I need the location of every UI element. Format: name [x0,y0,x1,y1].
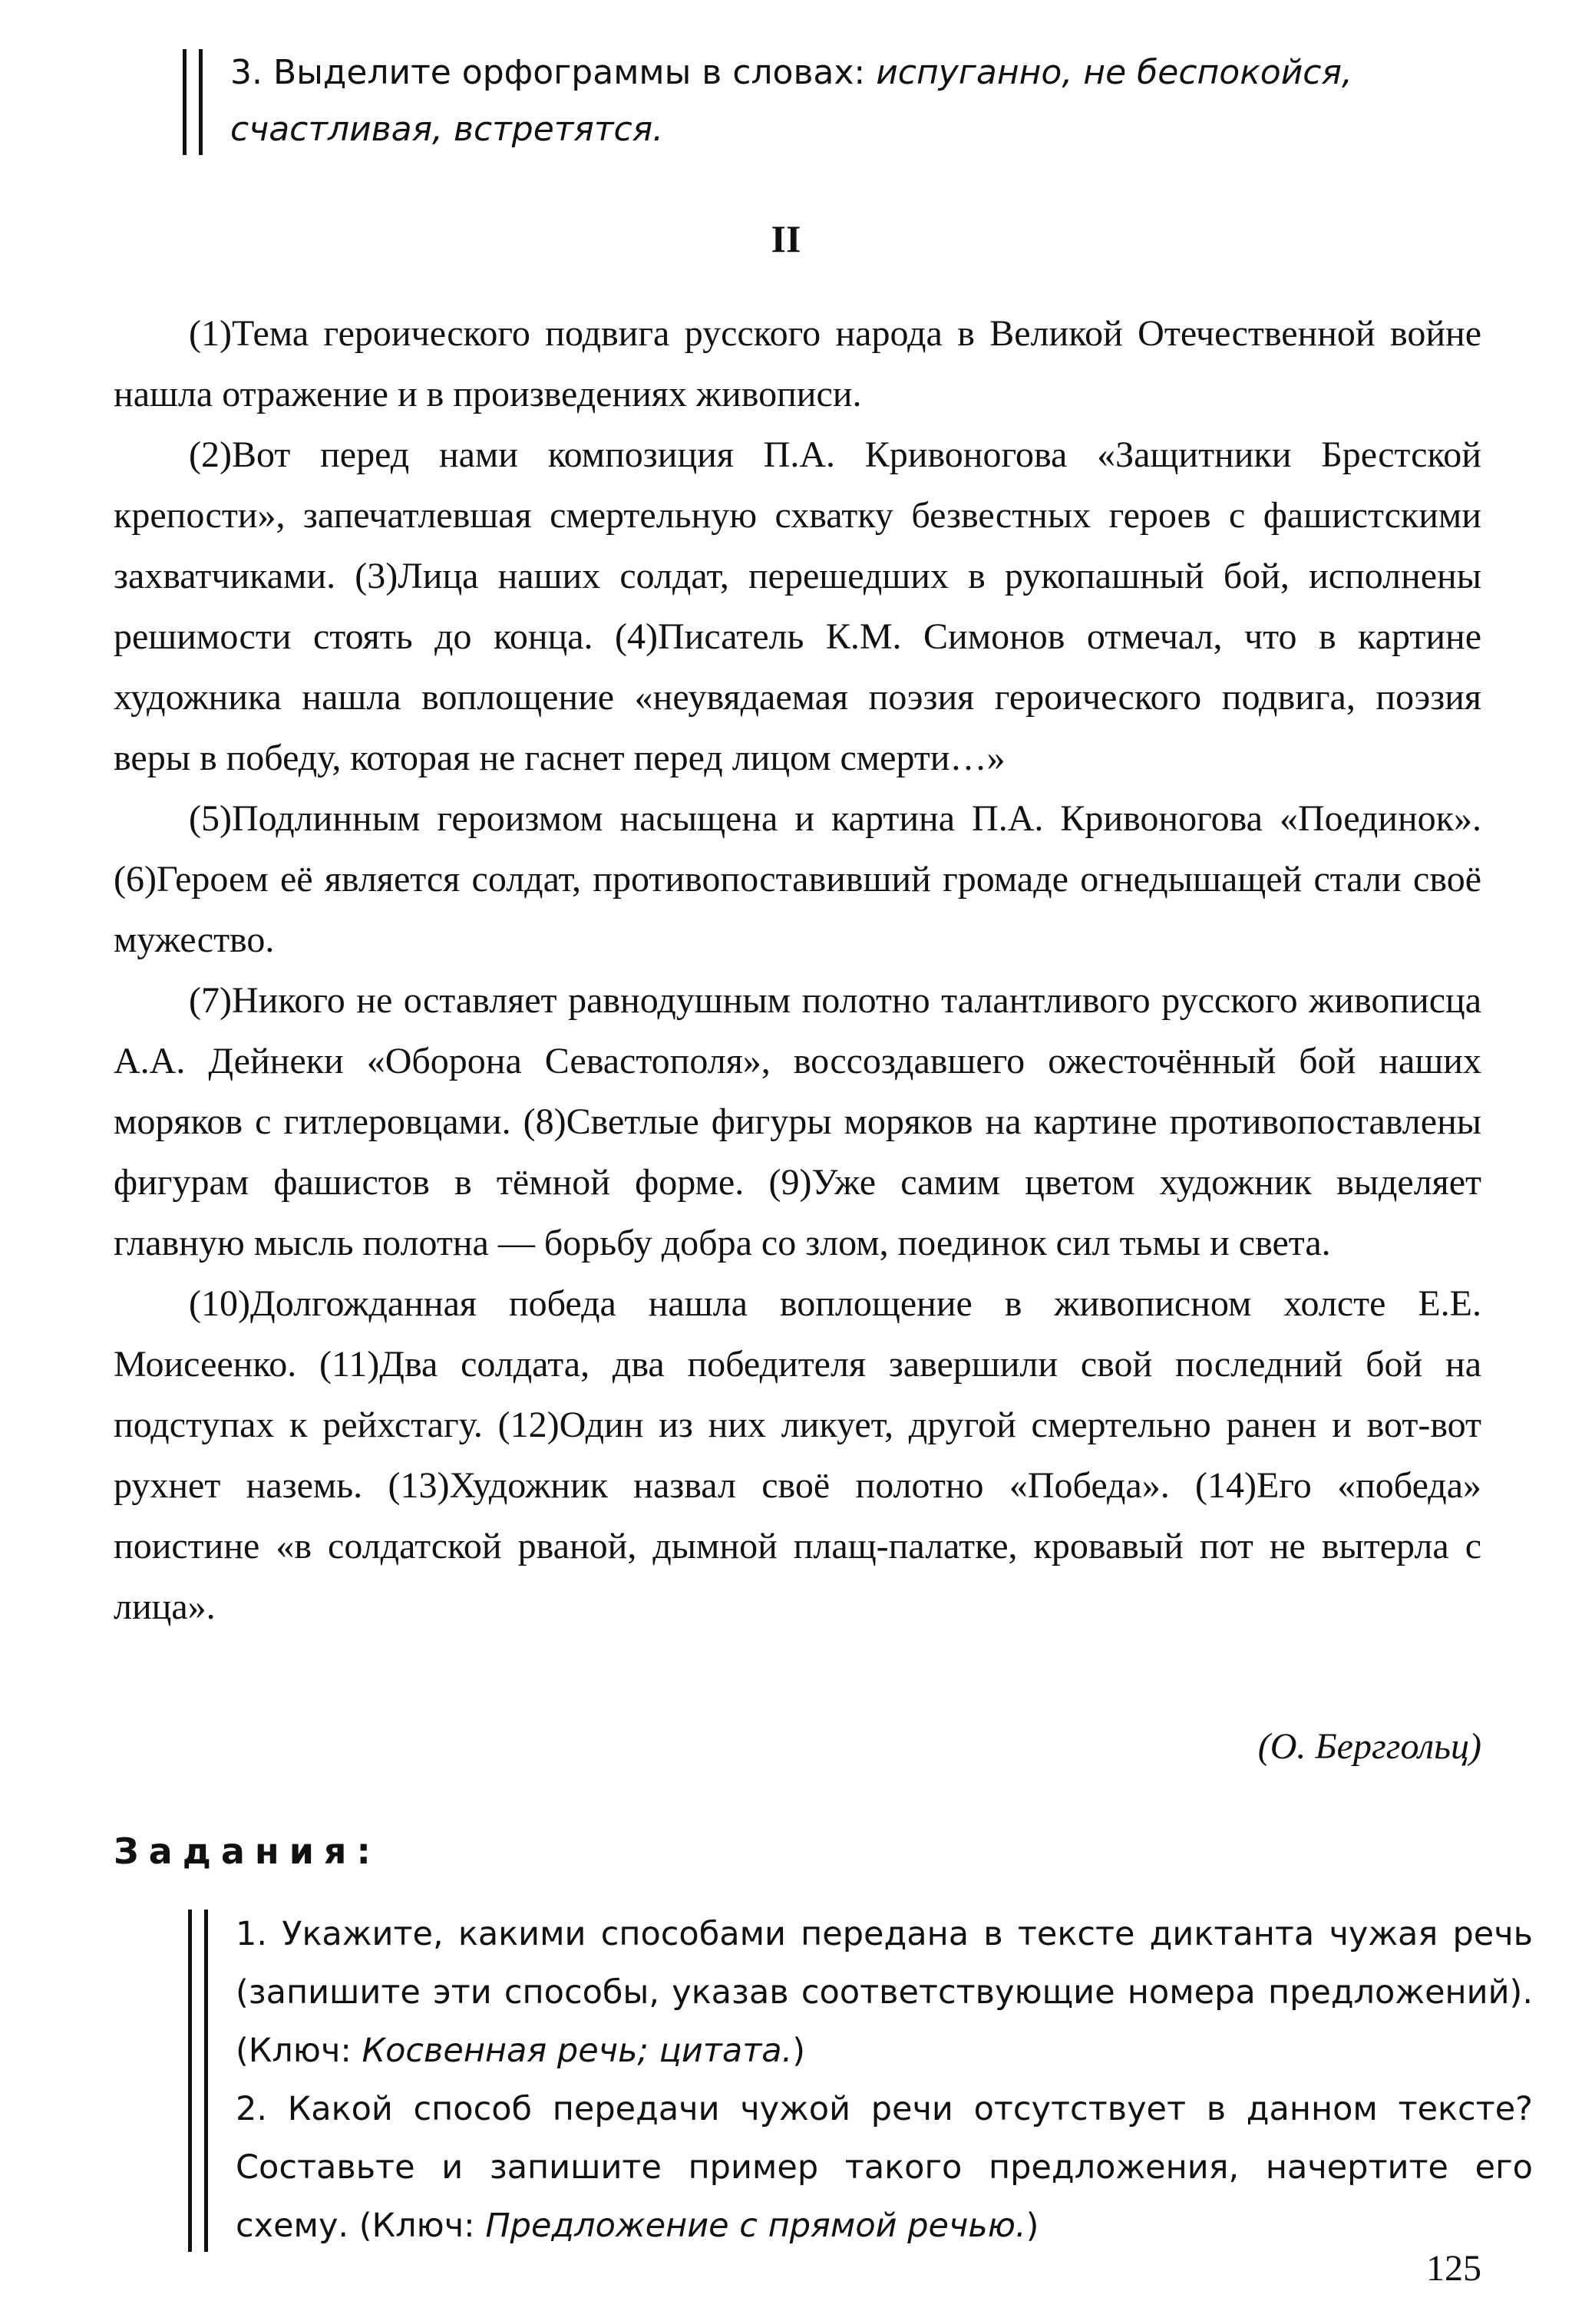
task-item [236,2080,1533,2255]
paragraph: (5)Подлинным героизмом насыщена и картина П.А. Кривоногова «Поединок». (6)Героем её является солдат, противопоставивший громаде огнедышащей стали своё мужество. [114,798,1481,960]
task-text: 1. Укажите, какими способами передана в тексте диктанта чужая речь (запишите эти способы, указав соответствующие номера предложений). (Ключ: [236,1915,1533,2070]
paragraph: (10)Долгожданная победа нашла воплощение в живописном холсте Е.Е. Моисеенко. (11)Два солдата, два победителя завершили свой последний бой на подступах к рейхстагу. (12)Один из них ликует, другой смертельно ранен и вот-вот рухнет наземь. (13)Художник назвал своё полотно «Победа». (14)Его «победа» поистине «в солдатской рваной, дымной плащ-палатке, кровавый пот не вытерла с лица». [114,1283,1481,1627]
double-bar-marker [188,1910,208,2252]
page-number: 125 [1426,2248,1481,2289]
section-heading: II [771,217,801,260]
task-key: Косвенная речь; цитата. [362,2032,793,2070]
task-3-prefix: 3. Выделите орфограммы в словах: [230,53,877,92]
paragraph: (7)Никого не оставляет равнодушным полотно талантливого русского живописца А.А. Дейнеки «Оборона Севастополя», воссоздавшего ожесточённый бой наших моряков с гитлеровцами. (8)Светлые фигуры моряков на картине противопоставлены фигурам фашистов в тёмной форме. (9)Уже самим цветом художник выделяет главную мысль полотна — борьбу добра со злом, поединок сил тьмы и света. [114,980,1481,1263]
task-close: ) [1025,2207,1039,2245]
tasks-box [188,1905,1533,2255]
double-bar-marker [183,49,203,155]
task-3-box [177,45,1551,158]
task-key: Предложение с прямой речью. [485,2207,1026,2245]
dictation-text [114,303,1481,1637]
task-text: 2. Какой способ передачи чужой речи отсутствует в данном тексте? Составьте и запишите пример такого предложения, начертите его схему. (Ключ: [236,2090,1533,2245]
paragraph: (1)Тема героического подвига русского народа в Великой Отечественной войне нашла отражение и в произведениях живописи. [114,313,1481,414]
task-3-words: испуганно, не беспокойся, счастливая, встретятся. [230,53,1352,149]
paragraph: (2)Вот перед нами композиция П.А. Кривоногова «Защитники Брестской крепости», запечатлевшая смертельную схватку безвестных героев с фашистскими захватчиками. (3)Лица наших солдат, перешедших в рукопашный бой, исполнены решимости стоять до конца. (4)Писатель К.М. Симонов отмечал, что в картине художника нашла воплощение «неувядаемая поэзия героического подвига, поэзия веры в победу, которая не гаснет перед лицом смерти…» [114,434,1481,778]
tasks-heading: Задания: [114,1830,381,1872]
author-attribution: (О. Берггольц) [1257,1726,1481,1767]
task-close: ) [792,2032,806,2070]
task-item [236,1905,1533,2080]
